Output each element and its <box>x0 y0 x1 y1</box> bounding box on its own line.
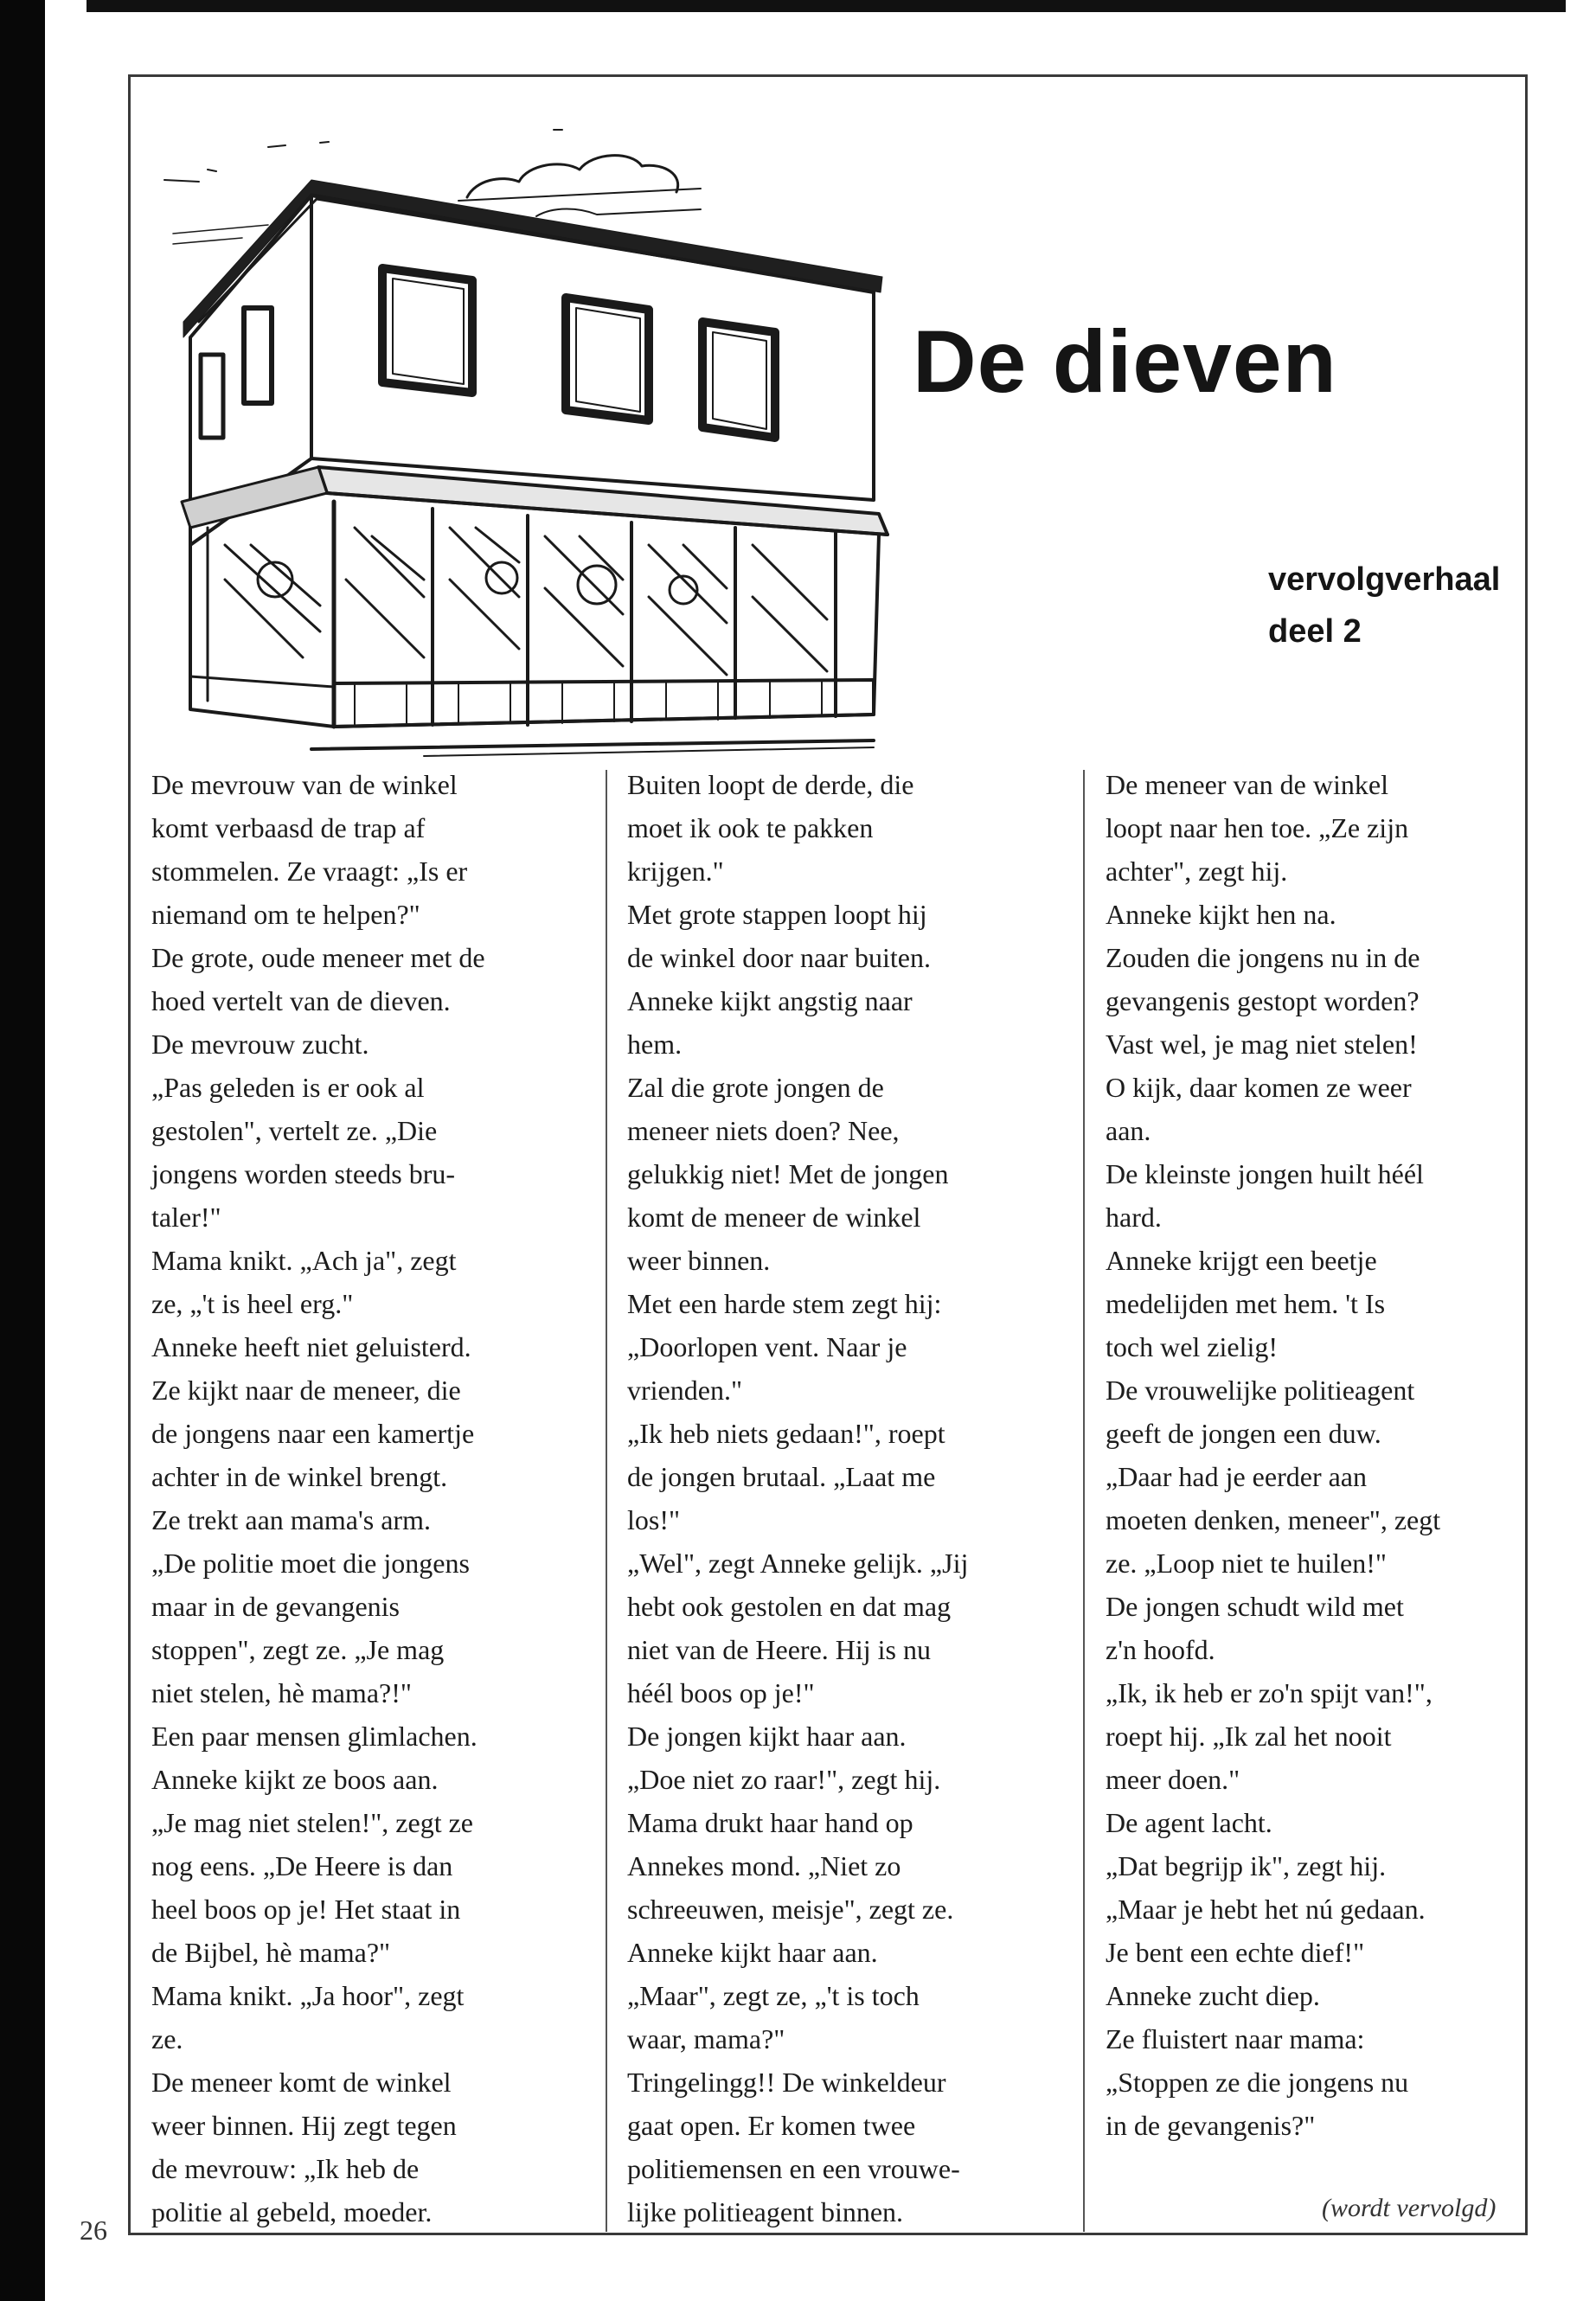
continued-note: (wordt vervolgd) <box>1322 2194 1497 2222</box>
story-line: De meneer komt de winkel <box>151 2067 452 2098</box>
story-line: „Maar", zegt ze, „'t is toch <box>627 1980 920 2011</box>
story-line: toch wel zielig! <box>1106 1331 1279 1362</box>
story-line: De mevrouw van de winkel <box>151 769 458 800</box>
story-line: Vast wel, je mag niet stelen! <box>1106 1029 1418 1060</box>
story-line: roept hij. „Ik zal het nooit <box>1106 1721 1392 1752</box>
story-line: De meneer van de winkel <box>1106 769 1388 800</box>
story-line: Met een harde stem zegt hij: <box>627 1288 942 1319</box>
story-line: z'n hoofd. <box>1106 1634 1215 1665</box>
story-line: komt verbaasd de trap af <box>151 812 426 843</box>
story-line: Anneke kijkt angstig naar <box>627 985 913 1016</box>
story-line: Mama knikt. „Ach ja", zegt <box>151 1245 457 1276</box>
story-line: lijke politieagent binnen. <box>627 2196 904 2227</box>
story-line: achter", zegt hij. <box>1106 856 1288 887</box>
story-line: de winkel door naar buiten. <box>627 942 931 973</box>
story-line: „Je mag niet stelen!", zegt ze <box>151 1807 473 1838</box>
story-line: hoed vertelt van de dieven. <box>151 985 451 1016</box>
story-line: in de gevangenis?" <box>1106 2110 1316 2141</box>
story-line: de Bijbel, hè mama?" <box>151 1937 391 1968</box>
story-line: stommelen. Ze vraagt: „Is er <box>151 856 468 887</box>
story-line: De jongen schudt wild met <box>1106 1591 1404 1622</box>
story-line: Zouden die jongens nu in de <box>1106 942 1420 973</box>
story-line: stoppen", zegt ze. „Je mag <box>151 1634 445 1665</box>
story-line: aan. <box>1106 1115 1151 1146</box>
story-line: „De politie moet die jongens <box>151 1548 470 1579</box>
story-line: hard. <box>1106 1202 1162 1233</box>
story-line: vrienden." <box>627 1375 743 1406</box>
story-line: Anneke kijkt hen na. <box>1106 899 1336 930</box>
story-line: meneer niets doen? Nee, <box>627 1115 900 1146</box>
story-line: ze, „'t is heel erg." <box>151 1288 354 1319</box>
story-line: Mama knikt. „Ja hoor", zegt <box>151 1980 465 2011</box>
story-line: waar, mama?" <box>627 2023 785 2054</box>
story-line: gaat open. Er komen twee <box>627 2110 916 2141</box>
story-line: De grote, oude meneer met de <box>151 942 485 973</box>
story-line: Zal die grote jongen de <box>627 1072 884 1103</box>
story-line: „Wel", zegt Anneke gelijk. „Jij <box>627 1548 969 1579</box>
story-line: Anneke krijgt een beetje <box>1106 1245 1377 1276</box>
story-line: „Dat begrijp ik", zegt hij. <box>1106 1850 1387 1881</box>
column-divider <box>1083 770 1085 2232</box>
column-divider <box>606 770 607 2232</box>
story-line: Anneke zucht diep. <box>1106 1980 1320 2011</box>
story-line: geeft de jongen een duw. <box>1106 1418 1381 1449</box>
story-line: Ze trekt aan mama's arm. <box>151 1504 431 1535</box>
story-line: politiemensen en een vrouwe- <box>627 2153 960 2184</box>
story-column-2 <box>627 763 1077 2234</box>
story-line: politie al gebeld, moeder. <box>151 2196 433 2227</box>
story-line: medelijden met hem. 't Is <box>1106 1288 1386 1319</box>
story-line: De jongen kijkt haar aan. <box>627 1721 907 1752</box>
story-column-3 <box>1106 763 1555 2147</box>
story-line: hebt ook gestolen en dat mag <box>627 1591 952 1622</box>
story-title: De dieven <box>913 312 1337 411</box>
story-line: niet van de Heere. Hij is nu <box>627 1634 931 1665</box>
story-line: niet stelen, hè mama?!" <box>151 1677 412 1708</box>
story-line: Annekes mond. „Niet zo <box>627 1850 901 1881</box>
story-line: Een paar mensen glimlachen. <box>151 1721 478 1752</box>
story-line: weer binnen. Hij zegt tegen <box>151 2110 457 2141</box>
story-line: niemand om te helpen?" <box>151 899 420 930</box>
top-rule <box>87 0 1566 12</box>
story-line: „Ik, ik heb er zo'n spijt van!", <box>1106 1677 1433 1708</box>
story-line: „Maar je hebt het nú gedaan. <box>1106 1894 1426 1925</box>
story-line: De kleinste jongen huilt héél <box>1106 1158 1424 1189</box>
story-line: „Stoppen ze die jongens nu <box>1106 2067 1409 2098</box>
story-line: „Doe niet zo raar!", zegt hij. <box>627 1764 941 1795</box>
story-line: Anneke kijkt haar aan. <box>627 1937 878 1968</box>
story-line: meer doen." <box>1106 1764 1240 1795</box>
story-line: komt de meneer de winkel <box>627 1202 921 1233</box>
story-line: Met grote stappen loopt hij <box>627 899 927 930</box>
story-line: heel boos op je! Het staat in <box>151 1894 461 1925</box>
story-line: De mevrouw zucht. <box>151 1029 369 1060</box>
story-line: hem. <box>627 1029 683 1060</box>
story-line: loopt naar hen toe. „Ze zijn <box>1106 812 1409 843</box>
story-line: los!" <box>627 1504 681 1535</box>
story-line: Anneke heeft niet geluisterd. <box>151 1331 471 1362</box>
shop-building-illustration <box>147 95 891 761</box>
story-subtitle <box>1268 554 1500 657</box>
story-line: „Daar had je eerder aan <box>1106 1461 1367 1492</box>
story-line: moet ik ook te pakken <box>627 812 874 843</box>
story-line: achter in de winkel brengt. <box>151 1461 448 1492</box>
story-line: Mama drukt haar hand op <box>627 1807 913 1838</box>
story-line: Je bent een echte dief!" <box>1106 1937 1365 1968</box>
page-number: 26 <box>80 2214 107 2246</box>
story-line: moeten denken, meneer", zegt <box>1106 1504 1441 1535</box>
story-line: Buiten loopt de derde, die <box>627 769 914 800</box>
story-line: ze. <box>151 2023 183 2054</box>
story-line: krijgen." <box>627 856 724 887</box>
story-line: „Doorlopen vent. Naar je <box>627 1331 907 1362</box>
story-line: de jongen brutaal. „Laat me <box>627 1461 936 1492</box>
story-line: Ze fluistert naar mama: <box>1106 2023 1365 2054</box>
page-edge-dark-bar <box>0 0 45 2301</box>
story-line: jongens worden steeds bru- <box>151 1158 456 1189</box>
subtitle-series-label: vervolgverhaal <box>1268 561 1501 598</box>
subtitle-part-label: deel 2 <box>1268 613 1362 650</box>
story-line: De vrouwelijke politieagent <box>1106 1375 1415 1406</box>
story-line: taler!" <box>151 1202 221 1233</box>
story-line: „Pas geleden is er ook al <box>151 1072 425 1103</box>
story-line: Ze kijkt naar de meneer, die <box>151 1375 461 1406</box>
story-line: „Ik heb niets gedaan!", roept <box>627 1418 945 1449</box>
story-line: gestolen", vertelt ze. „Die <box>151 1115 438 1146</box>
story-line: de mevrouw: „Ik heb de <box>151 2153 420 2184</box>
story-line: De agent lacht. <box>1106 1807 1272 1838</box>
story-line: nog eens. „De Heere is dan <box>151 1850 453 1881</box>
story-line: Anneke kijkt ze boos aan. <box>151 1764 439 1795</box>
story-column-1 <box>151 763 601 2234</box>
story-line: gevangenis gestopt worden? <box>1106 985 1420 1016</box>
story-line: de jongens naar een kamertje <box>151 1418 475 1449</box>
story-line: ze. „Loop niet te huilen!" <box>1106 1548 1387 1579</box>
story-line: schreeuwen, meisje", zegt ze. <box>627 1894 954 1925</box>
story-line: weer binnen. <box>627 1245 771 1276</box>
story-line: gelukkig niet! Met de jongen <box>627 1158 949 1189</box>
story-line: maar in de gevangenis <box>151 1591 400 1622</box>
story-line: héél boos op je!" <box>627 1677 815 1708</box>
story-line: O kijk, daar komen ze weer <box>1106 1072 1412 1103</box>
story-line: Tringelingg!! De winkeldeur <box>627 2067 946 2098</box>
